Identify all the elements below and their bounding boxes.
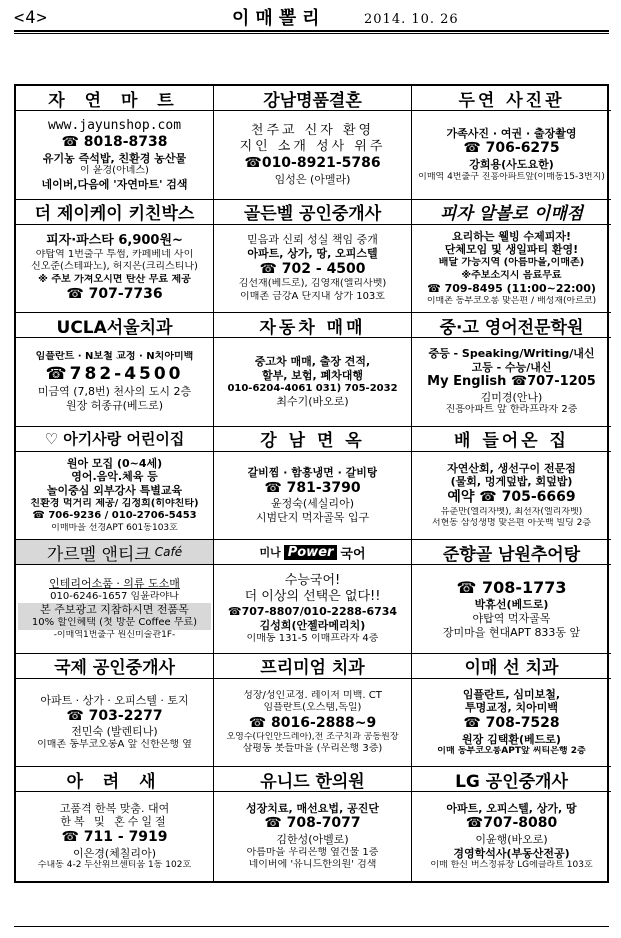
ad-owner: 이 윤경(아녜스) [80, 165, 149, 177]
ad-namwon-chueotang [412, 540, 611, 654]
footer-rule [14, 926, 609, 927]
ad-phone[interactable]: ☎ 8018-8738 [61, 134, 168, 151]
ad-title: 중·고 영어전문학원 [412, 313, 611, 338]
ad-text: 배달 가능지역 (아름마을,이매촌) [438, 257, 585, 269]
ad-gangnam-myeonok [214, 427, 412, 541]
ad-owner: 원장 허종규(베드로) [65, 398, 164, 412]
ad-international-realty [16, 654, 214, 768]
ad-phone[interactable]: ☎ 8016-2888~9 [248, 714, 377, 731]
ad-grid [14, 84, 609, 883]
ad-text: 지인 소개 성사 위주 [239, 139, 386, 155]
ad-text: 야탑역 먹자골목 [472, 612, 551, 626]
ad-phone[interactable]: ☎ 706-6275 [463, 140, 560, 157]
ad-owner: 신오준(스테파노), 허지은(크리스티나) [31, 261, 198, 273]
ad-owner: 박휴선(베드로) [474, 598, 549, 612]
ad-mina-power-korean [214, 540, 412, 654]
ad-text: 더 이상의 선택은 없다!! [244, 589, 381, 605]
page-number: <4> [14, 8, 48, 28]
ad-text: 고품격 한복 맞춤. 대여 [59, 801, 170, 815]
ad-phone[interactable]: 예약 ☎ 705-6669 [447, 489, 576, 506]
ad-address: 미금역 (7,8번) 천사의 도시 2층 [37, 385, 192, 399]
ad-text: 갈비찜 · 함흥냉면 · 갈비탕 [247, 466, 378, 480]
ad-text: 네이버,다음에 '자연마트' 검색 [41, 177, 188, 191]
ad-text: 투명교정, 치아미백 [464, 701, 558, 715]
ad-fish-restaurant [412, 427, 611, 541]
ad-jk-kitchenbox [16, 200, 214, 314]
ad-phone[interactable]: ☎010-8921-5786 [244, 155, 381, 172]
ad-phone[interactable]: ☎ 709-8495 (11:00~22:00) [427, 282, 596, 296]
ad-car-trade [214, 313, 412, 427]
header-rule [14, 30, 609, 32]
ad-title: LG 공인중개사 [412, 767, 611, 792]
ad-text: 자연산회, 생선구이 전문점 [447, 461, 576, 475]
ad-title: 가르멜 앤티크 [46, 544, 151, 565]
ad-gangnam-wedding [214, 86, 412, 200]
ad-text: 한복 및 혼수일절 [60, 815, 169, 829]
ad-phone[interactable]: ☎ 703-2277 [66, 707, 163, 724]
ad-phone[interactable]: ☎ 707-7736 [66, 286, 163, 303]
ad-text: 네이버에 '유니드한의원' 검색 [248, 859, 377, 871]
ad-unid-oriental-clinic [214, 767, 412, 881]
issue-date: 2014. 10. 26 [364, 12, 459, 27]
ad-address: -이매역1번출구 원신미술관1F- [53, 629, 176, 640]
ad-title-post: 국어 [340, 546, 366, 562]
ad-text: 중등 - Speaking/Writing/내신 [428, 346, 595, 360]
ad-premium-dental [214, 654, 412, 768]
ad-phone[interactable]: ☎ 708-1773 [456, 578, 567, 598]
ad-text: 요리하는 웰빙 수제피자! [452, 229, 571, 243]
ad-daycare [16, 427, 214, 541]
ad-address: 이매역 4번출구 진흥아파트앞(이매동15-3번지) [418, 171, 605, 182]
ad-title: ♡ 아기사랑 어린이집 [16, 427, 213, 452]
ad-address: 진흥아파트 앞 한라프라자 2층 [445, 404, 578, 416]
ad-address: 이매촌 동부코오롱 맞은편 / 배성재(아르코) [426, 295, 597, 306]
ad-english-academy [412, 313, 611, 427]
ad-aryeosae-hanbok [16, 767, 214, 881]
ad-title: 골든벨 공인중개사 [214, 200, 411, 225]
ad-phone[interactable]: ☎782-4500 [45, 363, 184, 384]
ad-natural-mart [16, 86, 214, 200]
ad-text: 성장치료, 매선요법, 공진단 [246, 801, 379, 815]
ad-title: 유니드 한의원 [214, 767, 411, 792]
ad-text: 가족사진 · 여권 · 출장촬영 [446, 126, 577, 140]
ad-phone[interactable]: ☎ 711 - 7919 [61, 829, 168, 846]
ad-pizza-alvolo [412, 200, 611, 314]
ad-owner: 이윤행(바오로) [475, 832, 548, 846]
ad-owner: 전민숙 (발렌티나) [71, 725, 158, 739]
ad-title: 이매 선 치과 [412, 654, 611, 679]
ad-title: 자동차 매매 [214, 313, 411, 338]
ad-title: 준향골 남원추어탕 [412, 540, 611, 565]
ad-text: 믿음과 신뢰 성실 책임 중개 [247, 233, 378, 247]
ad-text: 원아 모집 (0~4세) [66, 456, 163, 470]
ad-owner: 이은경(체칠리아) [73, 846, 156, 860]
ad-address: 시범단지 먹자골목 입구 [255, 511, 370, 525]
ad-text: 아파트, 오피스텔, 상가, 땅 [446, 801, 577, 815]
ad-phone[interactable]: ☎707-8080 [465, 815, 558, 832]
ad-text: 경영학석사(부동산전공) [453, 846, 570, 860]
ad-imae-sun-dental [412, 654, 611, 768]
ad-carmel-antique [16, 540, 214, 654]
ad-title: 자 연 마 트 [16, 86, 213, 111]
ad-owner: 원장 김택환(베드로) [462, 732, 561, 746]
ad-owner: 오영수(다인안드레아),전 조구치과 공동원장 [226, 732, 399, 742]
ad-title: 프리미엄 치과 [214, 654, 411, 679]
ad-text: 중고차 매매, 출장 견적, [254, 355, 371, 369]
ad-address: 이매촌 금강A 단지내 상가 103호 [240, 290, 385, 302]
ad-title-bar [214, 540, 411, 565]
ad-phone[interactable]: My English ☎707-1205 [427, 374, 596, 390]
newsletter-title: 이매뽈리 [232, 8, 326, 29]
ad-owner: 김한성(아벨로) [276, 832, 349, 846]
ad-text: (물회, 멍게덮밥, 회덮밥) [450, 475, 573, 489]
ad-text: 임플란트(오스템,독일) [263, 702, 362, 713]
ad-address: 이매동 131-5 이매프라자 4층 [246, 632, 379, 644]
ad-address: 삼평동 봇들마을 (우리은행 3층) [242, 743, 383, 755]
ad-owner: 김선재(베드로), 김영재(엘리사벳) [238, 278, 387, 290]
ad-text: 할부, 보험, 폐차대행 [261, 368, 364, 382]
ad-owner: 최수기(바오로) [276, 395, 349, 409]
ad-text: ※주보소지시 음료무료 [461, 269, 562, 281]
ad-owner: 임성은 (아멜라) [274, 172, 351, 186]
ad-address: 서현동 삼성생명 맞은편 아웃백 빌딩 2층 [431, 517, 592, 528]
ad-phone[interactable]: ☎707-8807/010-2288-6734 [227, 605, 398, 619]
ad-title: 두연 사진관 [412, 86, 611, 111]
ad-text: 임플란트 · N보철 교정 · N치아미백 [35, 351, 194, 363]
ad-address: 아름마을 우리은행 옆건물 1층 [246, 846, 379, 858]
ad-lg-realty [412, 767, 611, 881]
ad-title: 강 남 면 옥 [214, 427, 411, 452]
ad-text: 피자·파스타 6,900원~ [46, 232, 183, 248]
ad-title-pre: 미나 [259, 546, 281, 560]
ad-address: 이매 동부코오롱APT앞 씨티은행 2층 [437, 746, 586, 757]
ad-title-bar [16, 540, 213, 565]
ad-website[interactable]: www.jayunshop.com [47, 117, 182, 133]
ad-duyeon-photo [412, 86, 611, 200]
ad-goldenbell-realty [214, 200, 412, 314]
ad-text: 천주교 신자 환영 [250, 122, 375, 138]
ad-title-sub: Café [154, 545, 183, 560]
ad-text: 본 주보광고 지참하시면 전품목 [18, 603, 211, 617]
ad-title: Power [284, 545, 338, 560]
ad-address: 야탑역 1번출구 투썸, 카페베네 사이 [35, 248, 194, 260]
ad-phone[interactable]: ☎ 708-7077 [264, 815, 361, 832]
ad-text: 유기농 즉석밥, 친환경 농산물 [42, 151, 187, 165]
ad-text: 단체모임 및 생일파티 환영! [444, 243, 579, 257]
ad-text: 임플란트, 심미보철, [462, 687, 561, 701]
ad-owner: 김성희(안젤라메리치) [259, 619, 366, 633]
ad-text: ※ 주보 가져오시면 탄산 무료 제공 [38, 273, 191, 285]
ad-owner: 친환경 먹거리 제공/ 김정희(히야친타) [30, 497, 199, 509]
ad-address: 이매마을 선경APT 601동103호 [51, 522, 178, 533]
ad-phone[interactable]: ☎ 781-3790 [264, 479, 361, 496]
ad-owner: 김미경(안나) [480, 390, 543, 404]
ad-phone[interactable]: 010-6246-1657 임윤라야나 [50, 590, 179, 602]
ad-text: 성장/성인교정. 레이저 미백. CT [243, 689, 382, 701]
ad-address: 이매 한신 버스정류장 LG에클라트 103호 [430, 860, 593, 871]
ad-text: 아파트, 상가, 땅, 오피스텔 [247, 247, 378, 261]
page-header [14, 2, 609, 30]
ad-ucla-dental [16, 313, 214, 427]
ad-title: 피자 알볼로 이매점 [412, 200, 611, 225]
ad-phone[interactable]: ☎ 706-9236 / 010-2706-5453 [32, 510, 197, 522]
ad-address: 장미마을 현대APT 833동 앞 [442, 625, 581, 639]
ad-text: 고등 - 수능/내신 [471, 360, 552, 374]
ad-phone[interactable]: ☎ 702 - 4500 [259, 260, 366, 277]
ad-phone[interactable]: 010-6204-4061 031) 705-2032 [227, 382, 398, 394]
ad-owner: 강희용(사도요한) [469, 157, 554, 171]
ad-title: UCLA서울치과 [16, 313, 213, 338]
ad-title: 아 려 새 [16, 767, 213, 792]
ad-address: 수내동 4-2 두산위브센티움 1동 102호 [37, 860, 192, 871]
ad-title: 더 제이케이 키친박스 [16, 200, 213, 225]
ad-text: 인테리어소품 · 의류 도소매 [49, 577, 180, 591]
ad-text: 놀이중심 외부강사 특별교육 [46, 484, 183, 498]
ad-owner: 윤정숙(세실리아) [271, 497, 354, 511]
ad-address: 이매촌 동부코오롱A 앞 신한은행 옆 [37, 738, 192, 750]
ad-text: 10% 할인혜택 (첫 방문 Coffee 무료) [18, 617, 211, 630]
ad-owner: 유춘만(엘리자벳), 최선자(엘리자벳) [440, 506, 583, 517]
header-rule-thin [14, 33, 609, 34]
ad-text: 아파트 · 상가 · 오피스텔 · 토지 [40, 693, 189, 707]
ad-title: 배 들어온 집 [412, 427, 611, 452]
ad-phone[interactable]: ☎ 708-7528 [463, 715, 560, 732]
ad-title: 강남명품결혼 [214, 86, 411, 111]
ad-text: 영어.음악.체육 등 [71, 470, 158, 484]
ad-text: 수능국어! [284, 572, 341, 588]
ad-title: 국제 공인중개사 [16, 654, 213, 679]
